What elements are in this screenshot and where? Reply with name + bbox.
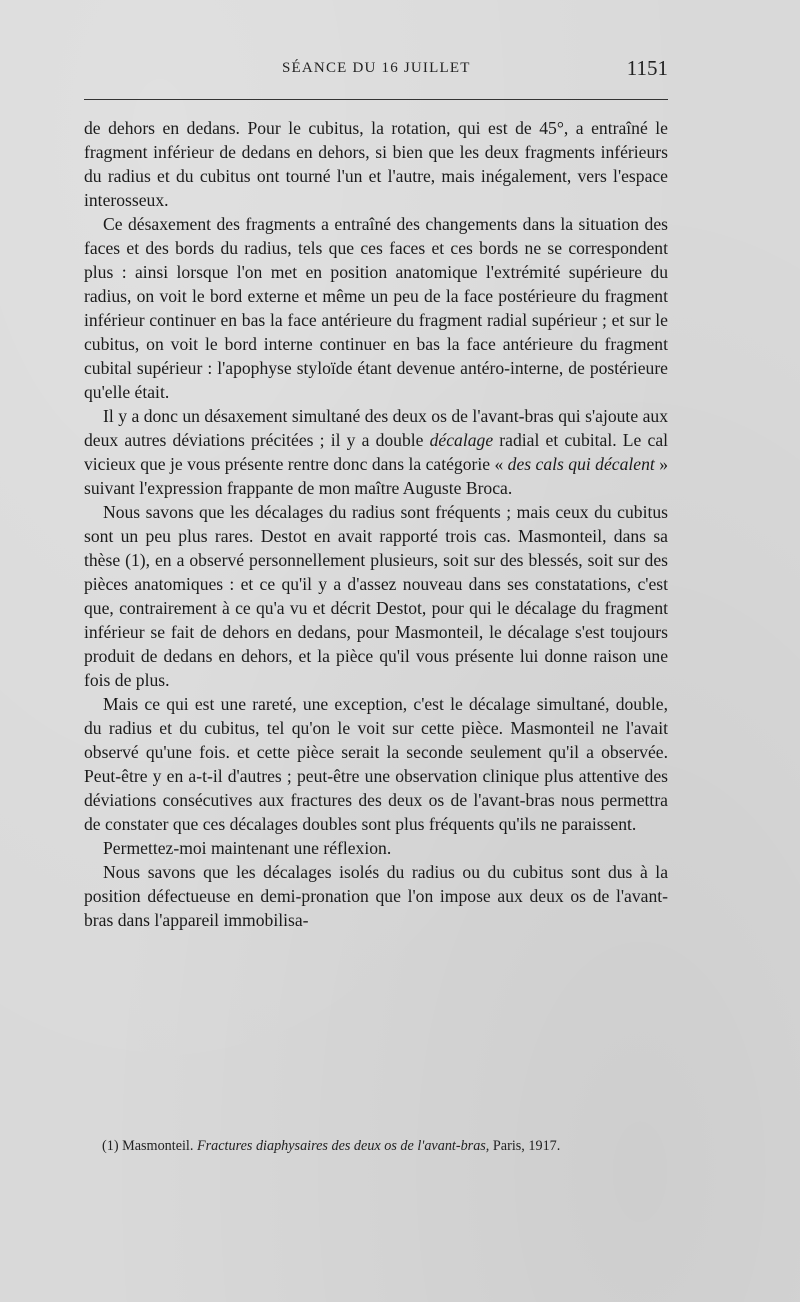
paragraph-3	[84, 404, 668, 500]
running-title: SÉANCE DU 16 JUILLET	[282, 60, 471, 76]
paragraph-2: Ce désaxement des fragments a entraîné des changements dans la situation des faces et des bords du radius, tels que ces faces et ces bords ne se correspondent plus : ainsi lorsque l'on met en position anatomique l'extrémité supérieure du radius, on voit le bord externe et même un peu de la face postérieure du fragment inférieur continuer en bas la face antérieure du fragment radial supérieur ; et sur le cubitus, on voit le bord interne continuer en bas la face antérieure du fragment cubital supérieur : l'apophyse styloïde étant devenue antéro-interne, de postérieure qu'elle était.	[84, 214, 668, 402]
page-header	[82, 56, 668, 80]
footnote-mark: (1)	[102, 1138, 119, 1154]
page-number: 1151	[626, 56, 668, 80]
paragraph-5: Mais ce qui est une rareté, une exception, c'est le décalage simultané, double, du radius et du cubitus, tel qu'on le voit sur cette pièce. Masmonteil ne l'avait observé qu'une fois. et cette pièce serait la seconde seulement qu'il a observée. Peut-être y en a-t-il d'autres ; peut-être une observation clinique plus attentive des déviations consécutives aux fractures des deux os de l'avant-bras nous permettra de constater que ces décalages doubles sont plus fréquents qu'ils ne paraissent.	[84, 694, 668, 834]
paragraph-3-text-c: » suivant l'expression frappante de mon maître Auguste Broca.	[84, 454, 668, 498]
paragraph-7: Nous savons que les décalages isolés du radius ou du cubitus sont dus à la position défectueuse en demi-pronation que l'on impose aux deux os de l'avant-bras dans l'appareil immobilisa-	[84, 862, 668, 930]
footnote-author: Masmonteil.	[122, 1138, 194, 1154]
paragraph-1: de dehors en dedans. Pour le cubitus, la rotation, qui est de 45°, a entraîné le fragment inférieur de dedans en dehors, si bien que les deux fragments inférieurs du radius et du cubitus ont tourné l'un et l'autre, mais inégalement, vers l'espace interosseux.	[84, 118, 668, 210]
paragraph-6: Permettez-moi maintenant une réflexion.	[103, 838, 392, 858]
paragraph-3-text-a: Il y a donc un désaxement simultané des deux os de l'avant-bras qui s'ajoute aux deux autres déviations précitées ; il y a double	[84, 406, 668, 450]
footnote	[84, 1136, 668, 1157]
paragraph-3-italic-quote: des cals qui décalent	[507, 454, 655, 474]
paragraph-3-text-b: radial et cubital. Le cal vicieux que je vous présente rentre donc dans la catégorie «	[84, 430, 669, 474]
body-text	[84, 116, 668, 932]
paragraph-4: Nous savons que les décalages du radius sont fréquents ; mais ceux du cubitus sont un peu plus rares. Destot en avait rapporté trois cas. Masmonteil, dans sa thèse (1), en a observé personnellement plusieurs, soit sur des blessés, soit sur des pièces anatomiques : et ce qu'il y a d'assez nouveau dans ses constatations, c'est que, contrairement à ce qu'a vu et décrit Destot, pour qui le décalage du fragment inférieur se fait de dehors en dedans, pour Masmonteil, le décalage s'est toujours produit de dedans en dehors, et la pièce qu'il vous présente lui donne raison une fois de plus.	[84, 502, 668, 690]
footnote-place-year: Paris, 1917.	[492, 1138, 561, 1154]
footnote-title: Fractures diaphysaires des deux os de l'avant-bras,	[196, 1138, 490, 1154]
paragraph-3-italic-decalage: décalage	[429, 430, 494, 450]
header-rule	[84, 99, 668, 100]
